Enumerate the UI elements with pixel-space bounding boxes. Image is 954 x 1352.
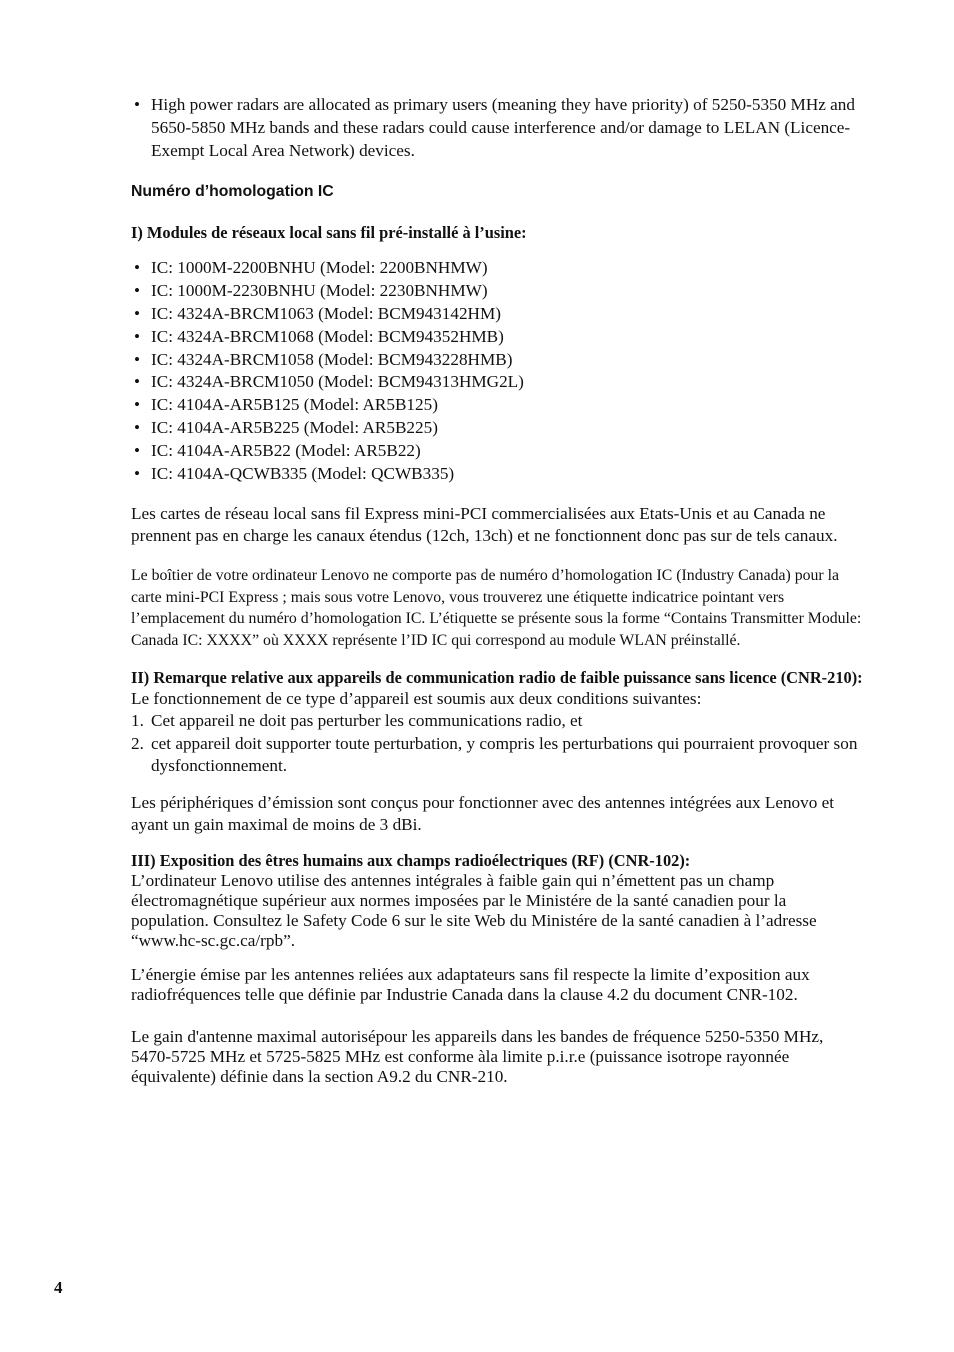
module-text: IC: 4324A-BRCM1050 (Model: BCM94313HMG2L) [151, 372, 524, 392]
list-item [131, 463, 866, 486]
list-item [131, 394, 866, 417]
list-number: 2. [131, 733, 144, 753]
list-item [131, 440, 866, 463]
module-list [131, 257, 866, 485]
bullet-icon: • [134, 349, 141, 369]
part1-heading: I) Modules de réseaux local sans fil pré-installé à l’usine: [131, 223, 527, 243]
module-text: IC: 4104A-AR5B225 (Model: AR5B225) [151, 417, 438, 437]
conditions-list [131, 710, 866, 778]
bullet-text: High power radars are allocated as primary users (meaning they have priority) of 5250-5350 MHz and 5650-5850 MHz bands and these radars could cause interference and/or damage to LELAN (Licence-Exempt Local Area Network) devices. [151, 95, 855, 160]
page-number: 4 [54, 1278, 63, 1297]
list-item [131, 280, 866, 303]
module-text: IC: 1000M-2200BNHU (Model: 2200BNHMW) [151, 258, 488, 278]
part3-paragraph-1: L’ordinateur Lenovo utilise des antennes intégrales à faible gain qui n’émettent pas un champ électromagnétique supérieur aux normes imposées par le Ministére de la santé canadien pour la population. Consultez le Safety Code 6 sur le site Web du Ministére de la santé canadien à l’adresse “www.hc-sc.gc.ca/rpb”. [131, 870, 817, 950]
bullet-icon: • [134, 303, 141, 323]
module-text: IC: 4104A-QCWB335 (Model: QCWB335) [151, 463, 455, 483]
part1-paragraph-1: Les cartes de réseau local sans fil Express mini-PCI commercialisées aux Etats-Unis et au Canada ne prennent pas en charge les canaux étendus (12ch, 13ch) et ne fonctionnent donc pas sur de tels canaux. [131, 504, 838, 546]
list-item [131, 710, 866, 733]
list-item [131, 349, 866, 372]
list-item [131, 257, 866, 280]
list-number: 1. [131, 711, 144, 731]
part2-paragraph: Les périphériques d’émission sont conçus pour fonctionner avec des antennes intégrées aux Lenovo et ayant un gain maximal de moins de 3 dBi. [131, 792, 835, 834]
part3-paragraph-2: L’énergie émise par les antennes reliées aux adaptateurs sans fil respecte la limite d’exposition aux radiofréquences telle que définie par Industrie Canada dans la clause 4.2 du document CNR-102. [131, 964, 810, 1004]
module-text: IC: 4324A-BRCM1068 (Model: BCM94352HMB) [151, 326, 504, 346]
part2-intro: Le fonctionnement de ce type d’appareil est soumis aux deux conditions suivantes: [131, 689, 702, 709]
part2-heading: II) Remarque relative aux appareils de communication radio de faible puissance sans licence (CNR-210): [131, 668, 863, 688]
module-text: IC: 4104A-AR5B22 (Model: AR5B22) [151, 440, 421, 460]
list-item [131, 303, 866, 326]
module-text: IC: 4324A-BRCM1063 (Model: BCM943142HM) [151, 303, 501, 323]
module-text: IC: 4324A-BRCM1058 (Model: BCM943228HMB) [151, 349, 513, 369]
list-item [131, 417, 866, 440]
list-item [131, 94, 866, 162]
condition-text: cet appareil doit supporter toute perturbation, y compris les perturbations qui pourraient provoquer son dysfonctionnement. [151, 733, 858, 776]
bullet-icon: • [134, 463, 141, 483]
part3-heading: III) Exposition des êtres humains aux champs radioélectriques (RF) (CNR-102): [131, 850, 691, 870]
list-item [131, 733, 866, 778]
condition-text: Cet appareil ne doit pas perturber les communications radio, et [151, 711, 583, 731]
part3-paragraph-3: Le gain d'antenne maximal autorisépour les appareils dans les bandes de fréquence 5250-5350 MHz, 5470-5725 MHz et 5725-5825 MHz est conforme àla limite p.i.r.e (puissance isotrope rayonnée équivalente) définie dans la section A9.2 du CNR-210. [131, 1026, 824, 1086]
bullet-icon: • [134, 258, 141, 278]
section-title: Numéro d’homologation IC [131, 183, 334, 201]
intro-bullet-list [131, 94, 866, 162]
bullet-icon: • [134, 281, 141, 301]
page-content [131, 94, 866, 1087]
module-text: IC: 1000M-2230BNHU (Model: 2230BNHMW) [151, 281, 488, 301]
bullet-icon: • [134, 372, 141, 392]
bullet-icon: • [134, 417, 141, 437]
bullet-icon: • [134, 440, 141, 460]
module-text: IC: 4104A-AR5B125 (Model: AR5B125) [151, 395, 438, 415]
part1-paragraph-2: Le boîtier de votre ordinateur Lenovo ne comporte pas de numéro d’homologation IC (Industry Canada) pour la carte mini-PCI Express ; mais sous votre Lenovo, vous trouverez une étiquette indicatrice pointant vers l’emplacement du numéro d’homologation IC. L’étiquette se présente sous la forme “Contains Transmitter Module: Canada IC: XXXX” où XXXX représente l’ID IC qui correspond au module WLAN préinstallé. [131, 567, 862, 649]
list-item [131, 371, 866, 394]
bullet-icon: • [134, 326, 141, 346]
list-item [131, 326, 866, 349]
bullet-icon: • [134, 395, 141, 415]
bullet-icon: • [134, 95, 141, 114]
